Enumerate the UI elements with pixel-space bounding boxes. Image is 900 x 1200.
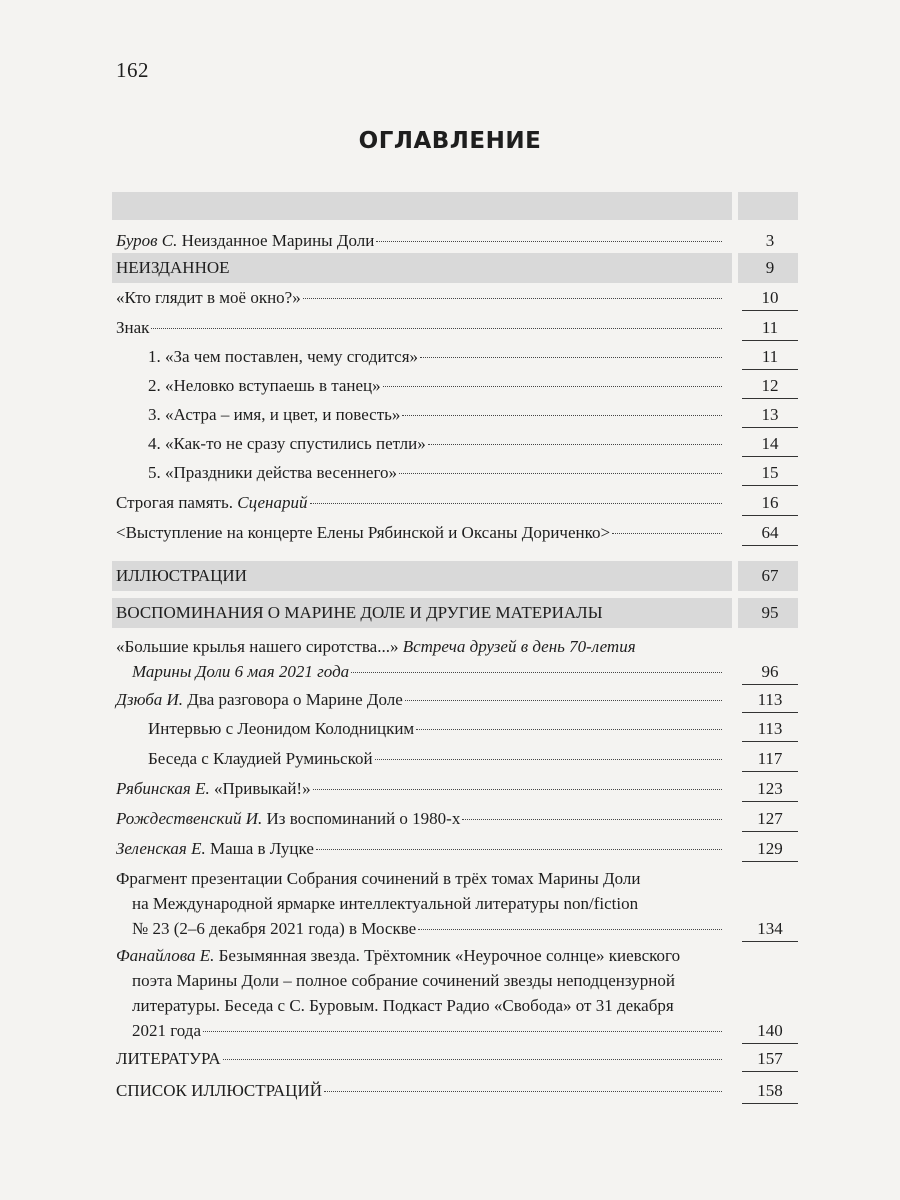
toc-entry[interactable] (116, 836, 798, 861)
toc-entry[interactable] (116, 1046, 798, 1071)
leader-dots (416, 728, 722, 730)
entry-page: 14 (742, 431, 798, 457)
entry-page: 10 (742, 285, 798, 311)
page-number: 162 (116, 58, 149, 82)
toc-entry[interactable] (116, 520, 798, 545)
toc-subentry[interactable] (116, 716, 798, 741)
entry-page: 113 (742, 716, 798, 742)
header-band (112, 192, 732, 220)
entry-title: Беседа с Клаудией Руминьской (148, 749, 373, 768)
entry-page: 16 (742, 490, 798, 516)
toc-entry[interactable] (116, 490, 798, 515)
entry-author: Буров С. (116, 231, 178, 250)
section-title: ИЛЛЮСТРАЦИИ (116, 566, 247, 585)
toc-subentry[interactable] (116, 402, 798, 427)
leader-dots (405, 699, 722, 701)
leader-dots (223, 1058, 722, 1060)
entry-title: Строгая память. (116, 493, 233, 512)
toc-entry[interactable] (116, 776, 798, 801)
entry-subtitle-continued: Марины Доли 6 мая 2021 года (132, 662, 350, 681)
toc-entry[interactable] (116, 1078, 798, 1103)
leader-dots (402, 414, 722, 416)
leader-dots (418, 928, 722, 930)
toc-entry[interactable] (116, 687, 798, 712)
entry-page: 11 (742, 344, 798, 370)
leader-dots (324, 1090, 722, 1092)
entry-author: Рождественский И. (116, 809, 263, 828)
toc-subentry[interactable] (116, 431, 798, 456)
toc-entry[interactable] (116, 806, 798, 831)
toc-section[interactable] (116, 255, 798, 280)
toc-entry[interactable] (116, 634, 798, 684)
entry-title: «Большие крылья нашего сиротства...» (116, 637, 399, 656)
entry-title: 3. «Астра – имя, и цвет, и повесть» (148, 405, 401, 424)
entry-page: 123 (742, 776, 798, 802)
entry-title-line3: № 23 (2–6 декабря 2021 года) в Москве (132, 919, 417, 938)
entry-author: Дзюба И. (116, 690, 184, 709)
entry-title-line1: Безымянная звезда. Трёхтомник «Неурочное солнце» киевского (218, 946, 681, 965)
entry-page: 127 (742, 806, 798, 832)
entry-title-line2: поэта Марины Доли – полное собрание сочинений звезды неподцензурной (132, 971, 675, 990)
entry-title-line1: Фрагмент презентации Собрания сочинений в трёх томах Марины Доли (116, 869, 641, 888)
leader-dots (375, 758, 722, 760)
toc-entry[interactable] (116, 228, 798, 253)
leader-dots (151, 327, 722, 329)
page-title: ОГЛАВЛЕНИЕ (358, 128, 542, 154)
leader-dots (351, 671, 722, 673)
section-title: ВОСПОМИНАНИЯ О МАРИНЕ ДОЛЕ И ДРУГИЕ МАТЕРИАЛЫ (116, 603, 603, 622)
leader-dots (399, 472, 722, 474)
entry-page: 129 (742, 836, 798, 862)
toc-subentry[interactable] (116, 460, 798, 485)
entry-title: Интервью с Леонидом Колодницким (148, 719, 415, 738)
header-band-page (738, 192, 798, 220)
entry-title: <Выступление на концерте Елены Рябинской и Оксаны Дориченко> (116, 523, 611, 542)
toc-subentry[interactable] (116, 373, 798, 398)
entry-page: 11 (742, 315, 798, 341)
entry-title: Из воспоминаний о 1980-х (266, 809, 461, 828)
entry-subtitle: Встреча друзей в день 70-летия (402, 637, 636, 656)
toc-section[interactable] (116, 600, 798, 625)
leader-dots (316, 848, 722, 850)
leader-dots (383, 385, 722, 387)
entry-page: 140 (742, 1018, 798, 1044)
leader-dots (203, 1030, 722, 1032)
leader-dots (428, 443, 722, 445)
leader-dots (310, 502, 723, 504)
toc-subentry[interactable] (116, 344, 798, 369)
entry-page: 134 (742, 916, 798, 942)
entry-page: 64 (742, 520, 798, 546)
leader-dots (612, 532, 722, 534)
entry-title-line4: 2021 года (132, 1021, 202, 1040)
entry-page: 13 (742, 402, 798, 428)
entry-title: «Привыкай!» (213, 779, 311, 798)
leader-dots (420, 356, 722, 358)
leader-dots (376, 240, 722, 242)
toc-section[interactable] (116, 563, 798, 588)
entry-page: 96 (742, 659, 798, 685)
leader-dots (313, 788, 722, 790)
section-page: 95 (761, 603, 779, 622)
entry-title: 2. «Неловко вступаешь в танец» (148, 376, 381, 395)
entry-title: Знак (116, 318, 150, 337)
entry-title-line2: на Международной ярмарке интеллектуальной литературы non/fiction (132, 894, 639, 913)
section-page: 67 (761, 566, 779, 585)
entry-title: Неизданное Марины Доли (181, 231, 375, 250)
section-page: 9 (765, 258, 775, 277)
toc-subentry[interactable] (116, 746, 798, 771)
toc-entry[interactable] (116, 866, 798, 941)
entry-title: 5. «Праздники действа весеннего» (148, 463, 398, 482)
entry-title: 4. «Как-то не сразу спустились петли» (148, 434, 426, 453)
leader-dots (303, 297, 722, 299)
toc-entry[interactable] (116, 285, 798, 310)
toc-entry[interactable] (116, 943, 798, 1043)
entry-title: Маша в Луцке (209, 839, 314, 858)
entry-author: Фанайлова Е. (116, 946, 215, 965)
entry-page: 158 (742, 1078, 798, 1104)
entry-title-line3: литературы. Беседа с С. Буровым. Подкаст Радио «Свобода» от 31 декабря (132, 996, 674, 1015)
entry-author: Рябинская Е. (116, 779, 210, 798)
entry-page: 113 (742, 687, 798, 713)
toc-entry[interactable] (116, 315, 798, 340)
section-title: НЕИЗДАННОЕ (116, 258, 230, 277)
leader-dots (462, 818, 722, 820)
entry-author: Зеленская Е. (116, 839, 206, 858)
entry-title: СПИСОК ИЛЛЮСТРАЦИЙ (116, 1081, 323, 1100)
entry-title: «Кто глядит в моё окно?» (116, 288, 301, 307)
entry-subtitle: Сценарий (237, 493, 308, 512)
entry-page: 157 (742, 1046, 798, 1072)
entry-title: Два разговора о Марине Доле (187, 690, 403, 709)
entry-page: 12 (742, 373, 798, 399)
entry-page: 3 (765, 231, 775, 250)
entry-title: ЛИТЕРАТУРА (116, 1049, 221, 1068)
entry-page: 117 (742, 746, 798, 772)
entry-title: 1. «За чем поставлен, чему сгодится» (148, 347, 419, 366)
entry-page: 15 (742, 460, 798, 486)
